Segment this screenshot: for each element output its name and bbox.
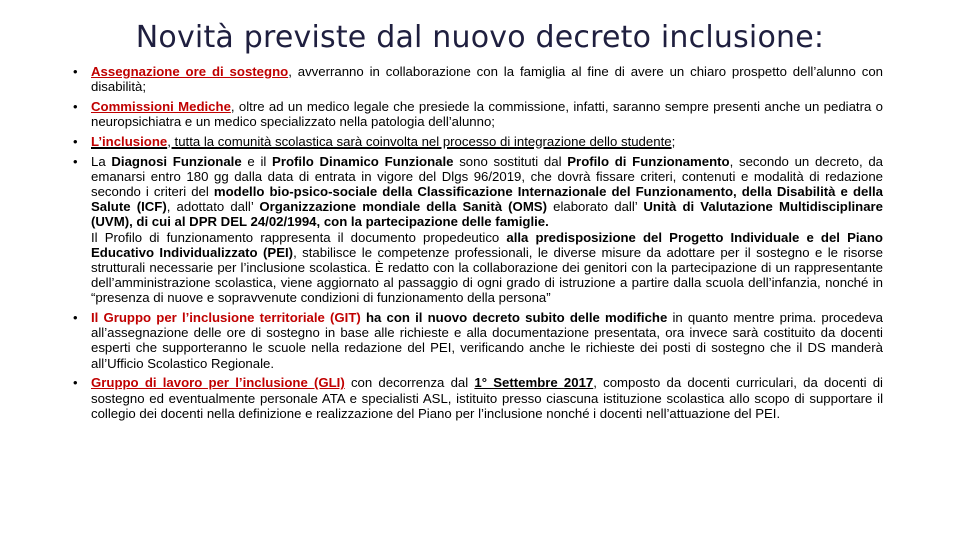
bullet-item-git xyxy=(73,310,883,371)
bullet-item-inclusione xyxy=(73,134,883,149)
bold-text: Profilo di Funzionamento xyxy=(567,153,730,169)
bullet-text: , avverranno in collaborazione con la famiglia al fine di avere un chiaro prospetto dell’alunno con disabilità; xyxy=(91,64,883,95)
bold-text: Organizzazione mondiale della Sanità (OMS) xyxy=(259,199,547,215)
bullet-item-commissioni xyxy=(73,99,883,129)
bold-text: 1° Settembre 2017 xyxy=(474,375,594,391)
text: La xyxy=(91,153,112,169)
text: , adottato dall’ xyxy=(166,199,260,215)
text: e il xyxy=(241,153,273,169)
bullet-item-profilo xyxy=(73,154,883,306)
bullet-key: Gruppo di lavoro per l’inclusione (GLI) xyxy=(91,375,345,391)
bold-text: Unità di Valutazione Multidisciplinare (UVM), di cui al DPR DEL 24/02/1994, con la partecipazione delle famiglie. xyxy=(91,199,884,230)
bullet-text: in quanto mentre prima. procedeva all’assegnazione delle ore di sostegno in base alle richieste e alla documentazione presentata, ora invece sarà costituito da docenti esperti che supporteranno le scuole nella redazione del PEI, verificando anche le richieste dei posti di sostegno che il DS manderà all’Ufficio Scolastico Regionale. xyxy=(91,310,883,371)
bold-text: alla predisposizione del Progetto Individuale e del Piano Educativo Individualizzato (PEI) xyxy=(91,229,883,260)
bullet-icon: • xyxy=(73,153,78,169)
bullet-icon: • xyxy=(73,310,78,326)
text: sono sostituti dal xyxy=(453,153,568,169)
text: con decorrenza dal xyxy=(344,375,475,391)
bullet-key: L’inclusione xyxy=(91,133,168,149)
bullet-text: , tutta la comunità scolastica sarà coinvolta nel processo di integrazione dello studente xyxy=(167,133,672,149)
bullet-icon: • xyxy=(73,133,78,149)
bullet-item-gli xyxy=(73,375,883,421)
text: , stabilisce le competenze professionali, le diverse misure da adottare per il sostegno e le risorse strutturali necessarie per l’inclusione scolastica. È redatto con la collaborazione dei genitori con la partecipazione di un rappresentante dell’amministrazione scolastica, viene aggiornato al passaggio di ogni grado di istruzione a partire dalla scuola dell’infanzia, nonché in “presenza di nuove e sopravvenute condizioni di funzionamento della persona” xyxy=(91,244,883,306)
slide-title: Novità previste dal nuovo decreto inclusione: xyxy=(135,20,825,55)
bold-text: modello bio-psico-sociale della Classificazione Internazionale del Funzionamento, della Disabilità e della Salute (ICF) xyxy=(91,183,883,215)
bullet-item-ore-sostegno xyxy=(73,64,883,94)
bold-text: Diagnosi Funzionale xyxy=(111,153,242,169)
text: Il Profilo di funzionamento rappresenta il documento propedeutico xyxy=(91,229,507,245)
bullet-text: , composto da docenti curriculari, da docenti di sostegno ed eventualmente personale ATA e specialisti ASL, istituito presso ciascuna istituzione scolastica allo scopo di supportare il collegio dei docenti nella definizione e realizzazione del Piano per l’inclusione nonché i docenti nell’attuazione del PEI. xyxy=(91,375,883,421)
bullet-key: Commissioni Mediche xyxy=(91,98,231,114)
bullet-list xyxy=(73,64,883,425)
bullet-end: ; xyxy=(671,133,676,149)
bold-text: ha con il nuovo decreto subito delle modifiche xyxy=(360,310,668,326)
text: , secondo un decreto, da emanarsi entro 180 gg dalla data di entrata in vigore del Dlgs 96/2019, che dovrà fissare criteri, contenuti e modalità di redazione secondo i criteri del xyxy=(91,153,884,199)
bold-text: Profilo Dinamico Funzionale xyxy=(272,153,454,169)
bullet-icon: • xyxy=(73,375,78,391)
bullet-key: Assegnazione ore di sostegno xyxy=(91,64,289,79)
bullet-icon: • xyxy=(73,98,78,114)
bullet-icon: • xyxy=(73,64,78,79)
text: elaborato dall’ xyxy=(547,199,644,215)
bullet-text: , oltre ad un medico legale che presiede la commissione, infatti, saranno sempre presenti anche un pediatra o neuropsichiatra e un medico specializzato nella patologia dell’alunno; xyxy=(91,98,883,130)
bullet-key: Il Gruppo per l’inclusione territoriale (GIT) xyxy=(91,310,361,326)
